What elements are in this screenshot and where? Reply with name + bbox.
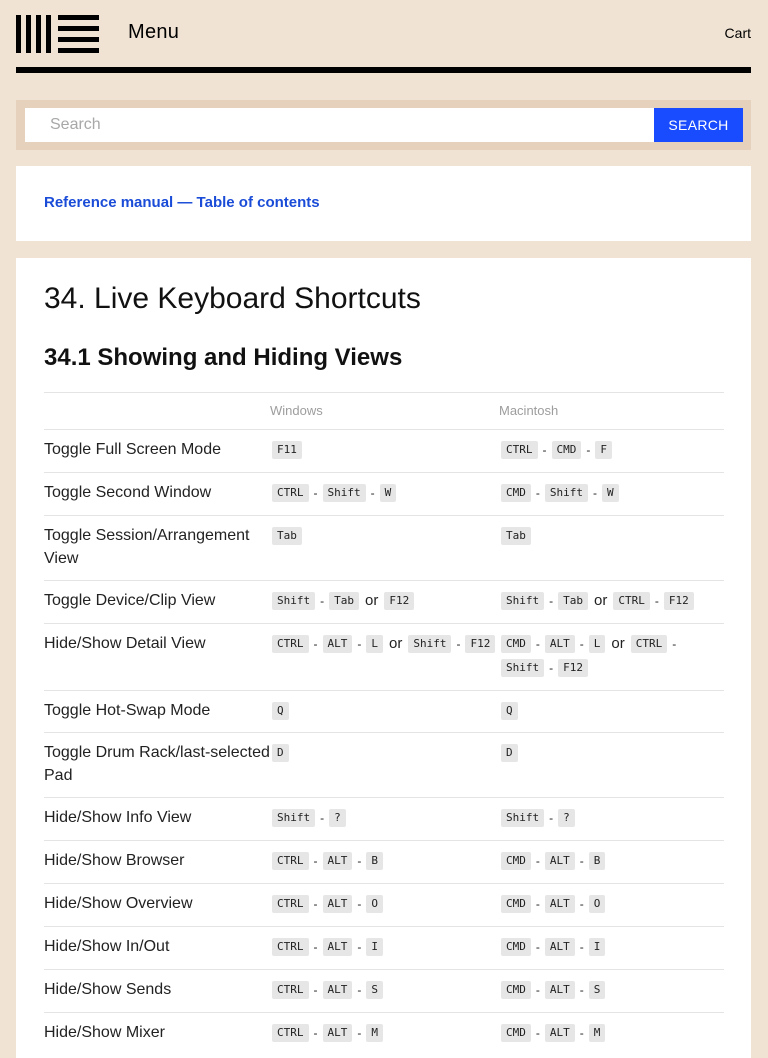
key-cap: ?	[558, 809, 575, 827]
key-cap: F12	[384, 592, 414, 610]
key-cap: B	[589, 852, 606, 870]
key-cap: CTRL	[272, 1024, 309, 1042]
key-separator: -	[672, 637, 677, 651]
windows-shortcut	[270, 624, 499, 691]
windows-shortcut	[270, 1013, 499, 1056]
key-cap: W	[380, 484, 397, 502]
key-cap: CTRL	[272, 852, 309, 870]
or-label: or	[365, 592, 379, 609]
main-content	[16, 258, 751, 1058]
key-cap: ALT	[545, 895, 575, 913]
key-cap: Shift	[501, 592, 544, 610]
mac-shortcut	[499, 927, 724, 970]
key-cap: Tab	[558, 592, 588, 610]
mac-shortcut	[499, 798, 724, 841]
key-cap: CTRL	[272, 484, 309, 502]
search-button[interactable]: SEARCH	[654, 108, 743, 142]
action-label: Toggle Device/Clip View	[44, 592, 216, 609]
key-cap: ALT	[323, 635, 353, 653]
key-cap: M	[589, 1024, 606, 1042]
action-label: Hide/Show Info View	[44, 809, 192, 826]
key-cap: ALT	[323, 981, 353, 999]
key-cap: Q	[501, 702, 518, 720]
action-label: Toggle Drum Rack/last-selected Pad	[44, 744, 270, 784]
table-row	[44, 798, 724, 841]
table-row	[44, 884, 724, 927]
windows-shortcut	[270, 516, 499, 581]
key-cap: ALT	[323, 938, 353, 956]
key-separator: -	[579, 940, 584, 954]
key-cap: L	[589, 635, 606, 653]
table-row	[44, 516, 724, 581]
windows-shortcut	[270, 430, 499, 473]
key-cap: CMD	[501, 852, 531, 870]
key-separator: -	[320, 594, 325, 608]
key-cap: CTRL	[272, 938, 309, 956]
cart-link[interactable]: Cart	[724, 25, 751, 41]
key-cap: ALT	[545, 981, 575, 999]
key-separator: -	[357, 983, 362, 997]
windows-shortcut	[270, 841, 499, 884]
menu-button[interactable]: Menu	[128, 21, 180, 43]
header-divider	[16, 67, 751, 73]
mac-shortcut	[499, 970, 724, 1013]
key-cap: L	[366, 635, 383, 653]
key-separator: -	[542, 443, 547, 457]
key-cap: Shift	[408, 635, 451, 653]
key-cap: Tab	[501, 527, 531, 545]
key-cap: Shift	[323, 484, 366, 502]
mac-shortcut	[499, 624, 724, 691]
key-separator: -	[313, 637, 318, 651]
key-separator: -	[357, 897, 362, 911]
key-cap: Shift	[501, 809, 544, 827]
action-label: Hide/Show Overview	[44, 895, 193, 912]
mac-shortcut	[499, 884, 724, 927]
table-row	[44, 624, 724, 691]
mac-shortcut	[499, 691, 724, 733]
key-separator: -	[654, 594, 659, 608]
key-cap: CMD	[501, 938, 531, 956]
key-separator: -	[456, 637, 461, 651]
key-cap: Shift	[545, 484, 588, 502]
mac-shortcut	[499, 473, 724, 516]
key-separator: -	[535, 1026, 540, 1040]
key-separator: -	[370, 486, 375, 500]
action-label: Toggle Second Window	[44, 484, 212, 501]
key-cap: CMD	[501, 484, 531, 502]
windows-shortcut	[270, 581, 499, 624]
key-cap: W	[602, 484, 619, 502]
action-label: Hide/Show In/Out	[44, 938, 170, 955]
action-label: Toggle Full Screen Mode	[44, 441, 221, 458]
table-row	[44, 1013, 724, 1056]
ableton-logo-icon[interactable]	[16, 15, 99, 53]
key-cap: D	[501, 744, 518, 762]
key-cap: F12	[664, 592, 694, 610]
table-header-row	[44, 393, 724, 430]
key-cap: Tab	[329, 592, 359, 610]
key-separator: -	[579, 897, 584, 911]
or-label: or	[611, 635, 625, 652]
key-cap: ALT	[545, 1024, 575, 1042]
toc-panel	[16, 166, 751, 241]
key-separator: -	[535, 637, 540, 651]
key-cap: I	[589, 938, 606, 956]
key-separator: -	[586, 443, 591, 457]
key-cap: ALT	[323, 895, 353, 913]
or-label: or	[389, 635, 403, 652]
key-cap: S	[589, 981, 606, 999]
key-cap: Shift	[272, 809, 315, 827]
action-label: Toggle Session/Arrangement View	[44, 527, 250, 567]
key-cap: CMD	[501, 635, 531, 653]
table-row	[44, 733, 724, 798]
key-separator: -	[579, 1026, 584, 1040]
key-cap: F12	[465, 635, 495, 653]
key-cap: ALT	[545, 938, 575, 956]
search-bar	[16, 100, 751, 150]
header-macintosh: Macintosh	[499, 403, 559, 418]
key-cap: O	[366, 895, 383, 913]
key-cap: ?	[329, 809, 346, 827]
key-separator: -	[549, 811, 554, 825]
key-cap: S	[366, 981, 383, 999]
search-input[interactable]	[25, 108, 654, 142]
key-separator: -	[535, 486, 540, 500]
site-header	[16, 0, 751, 74]
windows-shortcut	[270, 691, 499, 733]
key-separator: -	[357, 940, 362, 954]
key-separator: -	[357, 854, 362, 868]
windows-shortcut	[270, 927, 499, 970]
windows-shortcut	[270, 970, 499, 1013]
windows-shortcut	[270, 473, 499, 516]
key-cap: ALT	[323, 1024, 353, 1042]
table-row	[44, 841, 724, 884]
header-action	[44, 393, 270, 430]
key-separator: -	[593, 486, 597, 500]
key-separator: -	[535, 897, 540, 911]
mac-shortcut	[499, 841, 724, 884]
action-label: Hide/Show Sends	[44, 981, 172, 998]
toc-link[interactable]: Reference manual — Table of contents	[44, 194, 320, 211]
key-cap: CMD	[501, 895, 531, 913]
key-separator: -	[313, 854, 318, 868]
key-cap: Q	[272, 702, 289, 720]
shortcuts-table	[44, 392, 724, 1055]
key-cap: F	[595, 441, 612, 459]
key-cap: CTRL	[272, 981, 309, 999]
key-cap: Shift	[501, 659, 544, 677]
mac-shortcut	[499, 1013, 724, 1056]
windows-shortcut	[270, 884, 499, 927]
key-separator: -	[579, 637, 584, 651]
key-cap: CTRL	[501, 441, 538, 459]
key-cap: CMD	[501, 1024, 531, 1042]
mac-shortcut	[499, 430, 724, 473]
key-cap: F11	[272, 441, 302, 459]
key-cap: Shift	[272, 592, 315, 610]
action-label: Hide/Show Mixer	[44, 1024, 165, 1041]
key-cap: ALT	[323, 852, 353, 870]
key-separator: -	[535, 854, 540, 868]
windows-shortcut	[270, 798, 499, 841]
windows-shortcut	[270, 733, 499, 798]
key-separator: -	[579, 854, 584, 868]
mac-shortcut	[499, 733, 724, 798]
section-title: 34.1 Showing and Hiding Views	[44, 344, 403, 371]
key-cap: CTRL	[613, 592, 650, 610]
header-windows: Windows	[270, 403, 323, 418]
key-cap: ALT	[545, 852, 575, 870]
table-row	[44, 581, 724, 624]
table-row	[44, 927, 724, 970]
key-cap: B	[366, 852, 383, 870]
key-separator: -	[535, 983, 540, 997]
key-separator: -	[357, 637, 362, 651]
page-title: 34. Live Keyboard Shortcuts	[44, 282, 421, 315]
key-separator: -	[313, 486, 318, 500]
key-cap: O	[589, 895, 606, 913]
key-separator: -	[579, 983, 584, 997]
key-cap: CMD	[552, 441, 582, 459]
action-label: Hide/Show Detail View	[44, 635, 206, 652]
key-cap: I	[366, 938, 383, 956]
key-separator: -	[549, 661, 554, 675]
table-row	[44, 473, 724, 516]
key-cap: F12	[558, 659, 588, 677]
mac-shortcut	[499, 581, 724, 624]
table-row	[44, 430, 724, 473]
key-cap: CTRL	[631, 635, 668, 653]
key-cap: M	[366, 1024, 383, 1042]
or-label: or	[594, 592, 608, 609]
key-cap: CMD	[501, 981, 531, 999]
table-row	[44, 691, 724, 733]
key-separator: -	[313, 1026, 318, 1040]
table-row	[44, 970, 724, 1013]
key-cap: CTRL	[272, 635, 309, 653]
key-cap: Tab	[272, 527, 302, 545]
key-separator: -	[535, 940, 540, 954]
key-separator: -	[313, 983, 318, 997]
mac-shortcut	[499, 516, 724, 581]
key-separator: -	[320, 811, 325, 825]
key-separator: -	[313, 897, 318, 911]
key-cap: CTRL	[272, 895, 309, 913]
key-separator: -	[313, 940, 318, 954]
action-label: Toggle Hot-Swap Mode	[44, 702, 211, 719]
key-separator: -	[549, 594, 554, 608]
key-cap: D	[272, 744, 289, 762]
key-separator: -	[357, 1026, 362, 1040]
key-cap: ALT	[545, 635, 575, 653]
action-label: Hide/Show Browser	[44, 852, 185, 869]
